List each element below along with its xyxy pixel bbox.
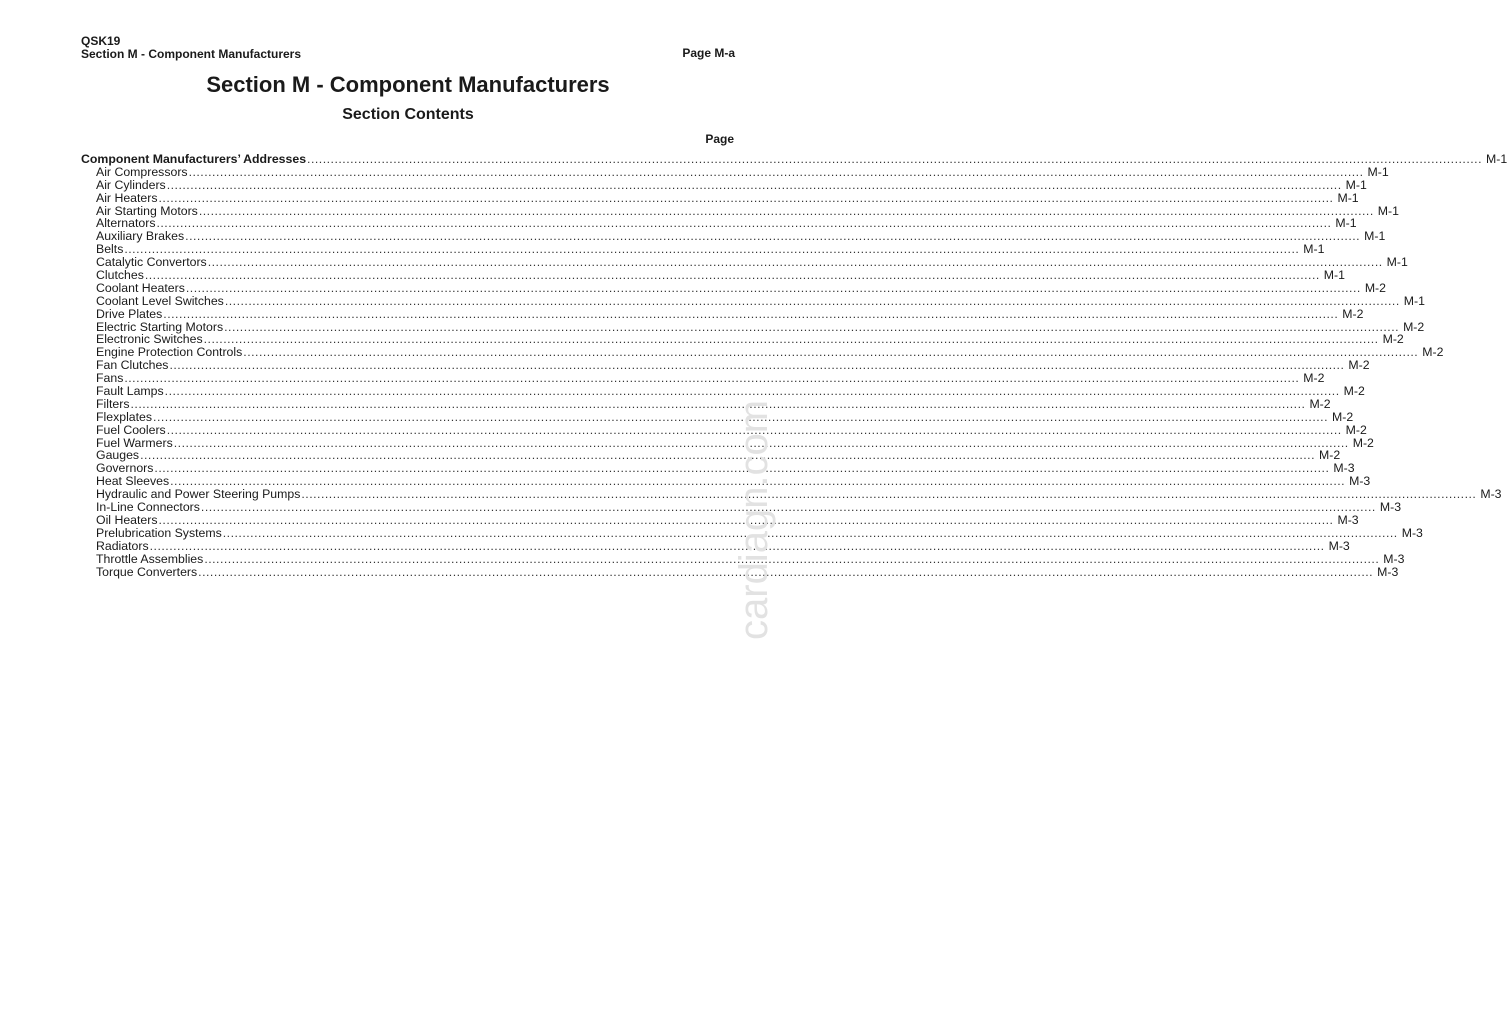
toc-entry[interactable] <box>81 190 1359 205</box>
header-model: QSK19 <box>81 34 121 48</box>
toc-entry-page: M-3 <box>1349 474 1371 489</box>
toc-entry-label: Belts <box>96 242 124 257</box>
toc-entry-page: M-1 <box>1377 203 1399 218</box>
header-section: Section M - Component Manufacturers <box>81 46 302 61</box>
toc-dot-leader: ............................................................................................................................................................................................................................................................................................................ <box>173 435 1349 450</box>
toc-dot-leader: ............................................................................................................................................................................................................................................................................................................ <box>156 216 1332 231</box>
toc-entry-page: M-2 <box>1403 319 1425 334</box>
toc-entry-label: Torque Converters <box>96 564 198 579</box>
toc-entry[interactable] <box>81 268 1345 283</box>
toc-entry[interactable] <box>81 164 1389 179</box>
toc-dot-leader: ............................................................................................................................................................................................................................................................................................................ <box>154 461 1330 476</box>
toc-entry-page: M-3 <box>1480 487 1502 502</box>
toc-entry-label: Air Cylinders <box>96 177 166 192</box>
toc-entry-page: M-2 <box>1342 306 1364 321</box>
toc-dot-leader: ............................................................................................................................................................................................................................................................................................................ <box>166 422 1342 437</box>
toc-dot-leader: ............................................................................................................................................................................................................................................................................................................ <box>185 280 1361 295</box>
toc-entry-page: M-2 <box>1364 280 1386 295</box>
toc-entry-label: Governors <box>96 461 154 476</box>
toc-entry[interactable] <box>81 280 1386 295</box>
toc-entry-page: M-3 <box>1328 538 1350 553</box>
toc-dot-leader: ............................................................................................................................................................................................................................................................................................................ <box>153 409 1328 424</box>
toc-dot-leader: ............................................................................................................................................................................................................................................................................................................ <box>170 474 1346 489</box>
toc-dot-leader: ............................................................................................................................................................................................................................................................................................................ <box>307 152 1482 166</box>
toc-entry-page: M-3 <box>1337 512 1359 527</box>
toc-entry-page: M-3 <box>1379 500 1402 515</box>
toc-entry-page: M-1 <box>1486 152 1508 166</box>
toc-dot-leader: ............................................................................................................................................................................................................................................................................................................ <box>243 345 1419 360</box>
toc-entry-page: M-1 <box>1403 293 1425 308</box>
toc-dot-leader: ............................................................................................................................................................................................................................................................................................................ <box>140 448 1316 463</box>
toc-entry-page: M-2 <box>1348 358 1370 373</box>
toc-entry-page: M-1 <box>1367 164 1389 179</box>
toc-entry-page: M-1 <box>1323 268 1345 283</box>
toc-entry[interactable] <box>81 409 1354 424</box>
toc-entry-label: Fault Lamps <box>96 384 164 399</box>
toc-entry[interactable] <box>81 177 1367 192</box>
toc-entry-label: Air Heaters <box>96 190 158 205</box>
toc-dot-leader: ............................................................................................................................................................................................................................................................................................................ <box>207 255 1383 270</box>
page-column-label: Page <box>705 132 734 146</box>
toc-entry[interactable] <box>81 384 1365 399</box>
toc-entry-label: Drive Plates <box>96 306 163 321</box>
toc-entry-page: M-2 <box>1343 384 1365 399</box>
toc-entry-label: Fans <box>96 371 124 386</box>
toc-entry-label: Clutches <box>96 268 144 283</box>
toc-entry-page: M-2 <box>1382 332 1404 347</box>
toc-entry-page: M-3 <box>1333 461 1355 476</box>
toc-entry-page: M-1 <box>1345 177 1367 192</box>
toc-entry[interactable] <box>81 500 1402 515</box>
toc-main-entry[interactable] <box>81 152 1508 166</box>
toc-entry-label: Alternators <box>96 216 156 231</box>
toc-dot-leader: ............................................................................................................................................................................................................................................................................................................ <box>198 564 1374 579</box>
toc-entry[interactable] <box>81 422 1367 437</box>
toc-entry-label: Air Starting Motors <box>96 203 198 218</box>
toc-dot-leader: ............................................................................................................................................................................................................................................................................................................ <box>130 396 1306 411</box>
toc-entry-label: Hydraulic and Power Steering Pumps <box>96 487 301 502</box>
toc-entry-label: Prelubrication Systems <box>96 525 222 540</box>
toc-entry-page: M-2 <box>1319 448 1341 463</box>
watermark: cardiagn.com <box>732 399 776 640</box>
toc-entry[interactable] <box>81 551 1405 566</box>
toc-entry-page: M-1 <box>1386 255 1408 270</box>
toc-entry[interactable] <box>81 396 1331 411</box>
toc-entry-label: Coolant Heaters <box>96 280 185 295</box>
toc-entry-page: M-2 <box>1422 345 1444 360</box>
toc-entry-page: M-2 <box>1345 422 1367 437</box>
toc-dot-leader: ............................................................................................................................................................................................................................................................................................................ <box>301 487 1477 502</box>
toc-entry-label: Flexplates <box>96 409 153 424</box>
toc-dot-leader: ............................................................................................................................................................................................................................................................................................................ <box>164 384 1340 399</box>
toc-entry-page: M-3 <box>1377 564 1399 579</box>
toc-entry-label: Fuel Coolers <box>96 422 166 437</box>
toc-entry-label: Fan Clutches <box>96 358 169 373</box>
toc-entry-label: Coolant Level Switches <box>96 293 224 308</box>
toc-entry-label: Oil Heaters <box>96 512 158 527</box>
toc-entry[interactable] <box>81 512 1359 527</box>
toc-entry-page: M-2 <box>1332 409 1354 424</box>
toc-entry-page: M-2 <box>1303 371 1325 386</box>
toc-dot-leader: ............................................................................................................................................................................................................................................................................................................ <box>149 538 1325 553</box>
toc-entry[interactable] <box>81 538 1350 553</box>
toc-entry-page: M-1 <box>1303 242 1325 257</box>
toc-entry-label: Auxiliary Brakes <box>96 229 185 244</box>
toc-entry-label: Engine Protection Controls <box>96 345 243 360</box>
toc-dot-leader: ............................................................................................................................................................................................................................................................................................................ <box>163 306 1339 321</box>
toc-entry-label: Air Compressors <box>96 164 188 179</box>
toc-dot-leader: ............................................................................................................................................................................................................................................................................................................ <box>224 293 1400 308</box>
toc-entry[interactable] <box>81 293 1425 308</box>
toc-dot-leader: ............................................................................................................................................................................................................................................................................................................ <box>185 229 1361 244</box>
toc-dot-leader: ............................................................................................................................................................................................................................................................................................................ <box>222 525 1398 540</box>
toc-dot-leader: ............................................................................................................................................................................................................................................................................................................ <box>166 177 1342 192</box>
toc-entry-page: M-2 <box>1309 396 1331 411</box>
toc-entry-page: M-1 <box>1337 190 1359 205</box>
toc-entry-label: Electric Starting Motors <box>96 319 224 334</box>
toc-entry-page: M-1 <box>1364 229 1386 244</box>
toc-dot-leader: ............................................................................................................................................................................................................................................................................................................ <box>169 358 1345 373</box>
toc-entry-label: In-Line Connectors <box>96 500 200 515</box>
toc-dot-leader: ............................................................................................................................................................................................................................................................................................................ <box>158 190 1334 205</box>
toc-entry-page: M-1 <box>1335 216 1357 231</box>
toc-entry-page: M-2 <box>1352 435 1374 450</box>
toc-dot-leader: ............................................................................................................................................................................................................................................................................................................ <box>203 332 1379 347</box>
toc-entry-label: Fuel Warmers <box>96 435 173 450</box>
toc-entry-page: M-3 <box>1401 525 1423 540</box>
toc-entry-label: Gauges <box>96 448 140 463</box>
toc-entry[interactable] <box>81 306 1364 321</box>
toc-entry[interactable] <box>81 525 1423 540</box>
toc-dot-leader: ............................................................................................................................................................................................................................................................................................................ <box>158 512 1334 527</box>
toc-dot-leader: ............................................................................................................................................................................................................................................................................................................ <box>188 164 1364 179</box>
toc-dot-leader: ............................................................................................................................................................................................................................................................................................................ <box>224 319 1400 334</box>
section-subtitle: Section Contents <box>342 106 474 123</box>
toc-entry-label: Catalytic Convertors <box>96 255 207 270</box>
header-page-ref: Page M-a <box>682 46 735 60</box>
toc-dot-leader: ............................................................................................................................................................................................................................................................................................................ <box>124 242 1300 257</box>
toc-dot-leader: ............................................................................................................................................................................................................................................................................................................ <box>198 203 1374 218</box>
toc-entry-page: M-3 <box>1383 551 1405 566</box>
toc-dot-leader: ............................................................................................................................................................................................................................................................................................................ <box>124 371 1300 386</box>
toc-entry-label: Filters <box>96 396 130 411</box>
toc-entry-label: Radiators <box>96 538 149 553</box>
toc-entry-label: Electronic Switches <box>96 332 203 347</box>
toc-dot-leader: ............................................................................................................................................................................................................................................................................................................ <box>200 500 1376 515</box>
toc-entry-label: Heat Sleeves <box>96 474 170 489</box>
toc-dot-leader: ............................................................................................................................................................................................................................................................................................................ <box>144 268 1320 283</box>
running-header <box>81 35 301 60</box>
toc-entry-label: Component Manufacturers’ Addresses <box>81 152 307 166</box>
toc-entry-label: Throttle Assemblies <box>96 551 204 566</box>
page-title: Section M - Component Manufacturers <box>206 72 610 97</box>
toc-dot-leader: ............................................................................................................................................................................................................................................................................................................ <box>204 551 1380 566</box>
toc-entry[interactable] <box>81 564 1399 579</box>
